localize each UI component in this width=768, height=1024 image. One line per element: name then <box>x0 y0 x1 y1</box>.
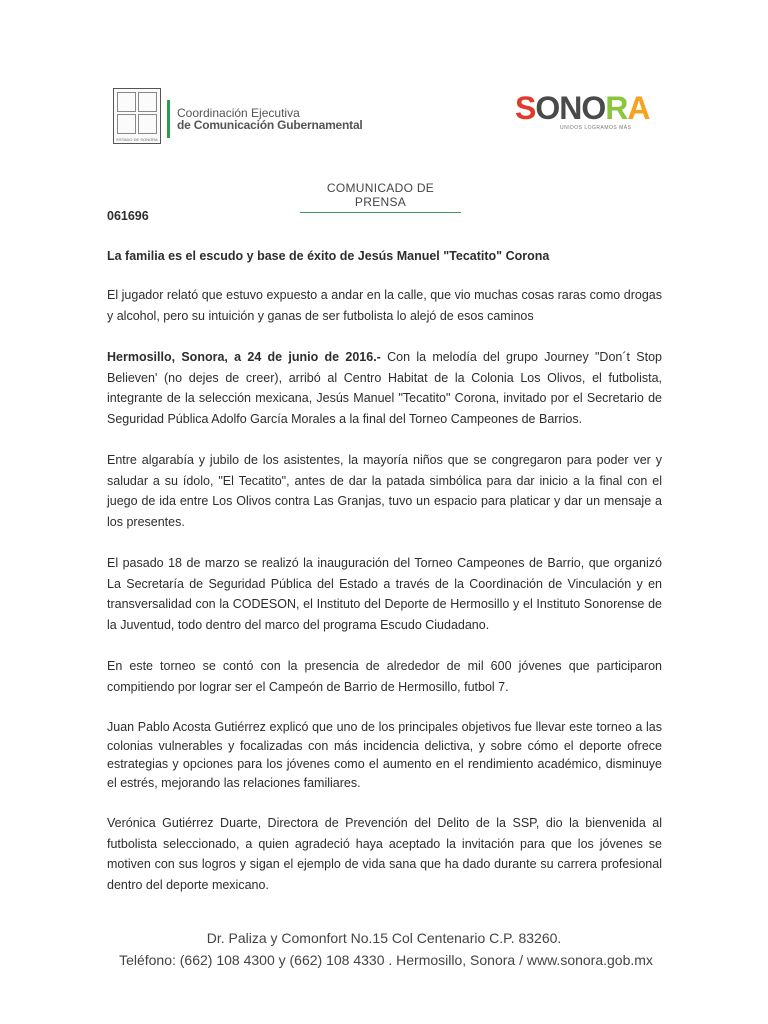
seal-quadrant <box>117 114 136 134</box>
brand-letter: A <box>627 90 650 126</box>
document-title: COMUNICADO DE PRENSA <box>300 181 461 213</box>
seal-quadrant <box>138 92 157 112</box>
seal-quadrant <box>138 114 157 134</box>
paragraph-1-text: Con la melodía del grupo Journey "Don´t Stop Believen' (no dejes de creer), arribó al Centro Habitat de la Colonia Los Olivos, el futbolista, integrante de la selección mexicana, Jesús Manuel "Tecatito" Corona, invitado por el Secretario de Seguridad Pública Adolfo García Morales a la final del Torneo Campeones de Barrios. <box>107 350 662 426</box>
dateline: Hermosillo, Sonora, a 24 de junio de 2016.- <box>107 350 381 364</box>
paragraph-3: El pasado 18 de marzo se realizó la inauguración del Torneo Campeones de Barrio, que organizó La Secretaría de Seguridad Pública del Estado a través de la Coordinación de Vinculación y en transversalidad con la CODESON, el Instituto del Deporte de Hermosillo y el Instituto Sonorense de la Juventud, todo dentro del marco del programa Escudo Ciudadano. <box>107 556 662 632</box>
seal-quadrant <box>117 92 136 112</box>
footer-contact: Teléfono: (662) 108 4300 y (662) 108 4330 . Hermosillo, Sonora / www.sonora.gob.mx <box>119 952 653 968</box>
green-divider-bar <box>167 100 170 138</box>
headline: La familia es el escudo y base de éxito de Jesús Manuel "Tecatito" Corona <box>107 248 550 263</box>
paragraph-6: Verónica Gutiérrez Duarte, Directora de Prevención del Delito de la SSP, dio la bienvenida al futbolista seleccionado, a quien agradeció haya aceptado la invitación para que los jóvenes se motiven con sus logros y sigan el ejemplo de vida sana que ha dado durante su carrera profesional dentro del deporte mexicano. <box>107 816 662 892</box>
state-seal-logo <box>113 88 161 144</box>
paragraph-4: En este torneo se contó con la presencia de alrededor de mil 600 jóvenes que participaron compitiendo por lograr ser el Campeón de Barrio de Hermosillo, futbol 7. <box>107 659 662 694</box>
paragraph-1 <box>107 347 662 429</box>
brand-letter: ONO <box>535 90 606 126</box>
seal-caption: ESTADO DE SONORA <box>116 137 158 142</box>
letterhead <box>0 0 768 160</box>
release-code: 061696 <box>107 209 149 223</box>
seal-quadrants <box>117 92 157 134</box>
agency-name-line1: Coordinación Ejecutiva <box>177 106 300 120</box>
sonora-brand-logo <box>515 90 649 127</box>
paragraph-5: Juan Pablo Acosta Gutiérrez explicó que uno de los principales objetivos fue llevar este torneo a las colonias vulnerables y focalizadas con más incidencia delictiva, y sobre cómo el deporte ofrece estrategias y opciones para los jóvenes como el aumento en el rendimiento académico, disminuye el estrés, mejorando las relaciones familiares. <box>107 720 662 790</box>
brand-letter: R <box>605 90 628 126</box>
footer-address: Dr. Paliza y Comonfort No.15 Col Centenario C.P. 83260. <box>206 930 562 946</box>
brand-letter: S <box>515 90 536 126</box>
brand-tagline: UNIDOS LOGRAMOS MÁS <box>560 125 632 131</box>
agency-name-line2: de Comunicación Gubernamental <box>177 118 363 132</box>
press-release-body <box>107 206 662 916</box>
subheadline: El jugador relató que estuvo expuesto a andar en la calle, que vio muchas cosas raras como drogas y alcohol, pero su intuición y ganas de ser futbolista lo alejó de esos caminos <box>107 288 662 323</box>
paragraph-2: Entre algarabía y jubilo de los asistentes, la mayoría niños que se congregaron para poder ver y saludar a su ídolo, "El Tecatito", antes de dar la patada simbólica para dar inicio a la final con el juego de ida entre Los Olivos contra Las Granjas, tuvo un espacio para platicar y dar un mensaje a los presentes. <box>107 453 662 529</box>
